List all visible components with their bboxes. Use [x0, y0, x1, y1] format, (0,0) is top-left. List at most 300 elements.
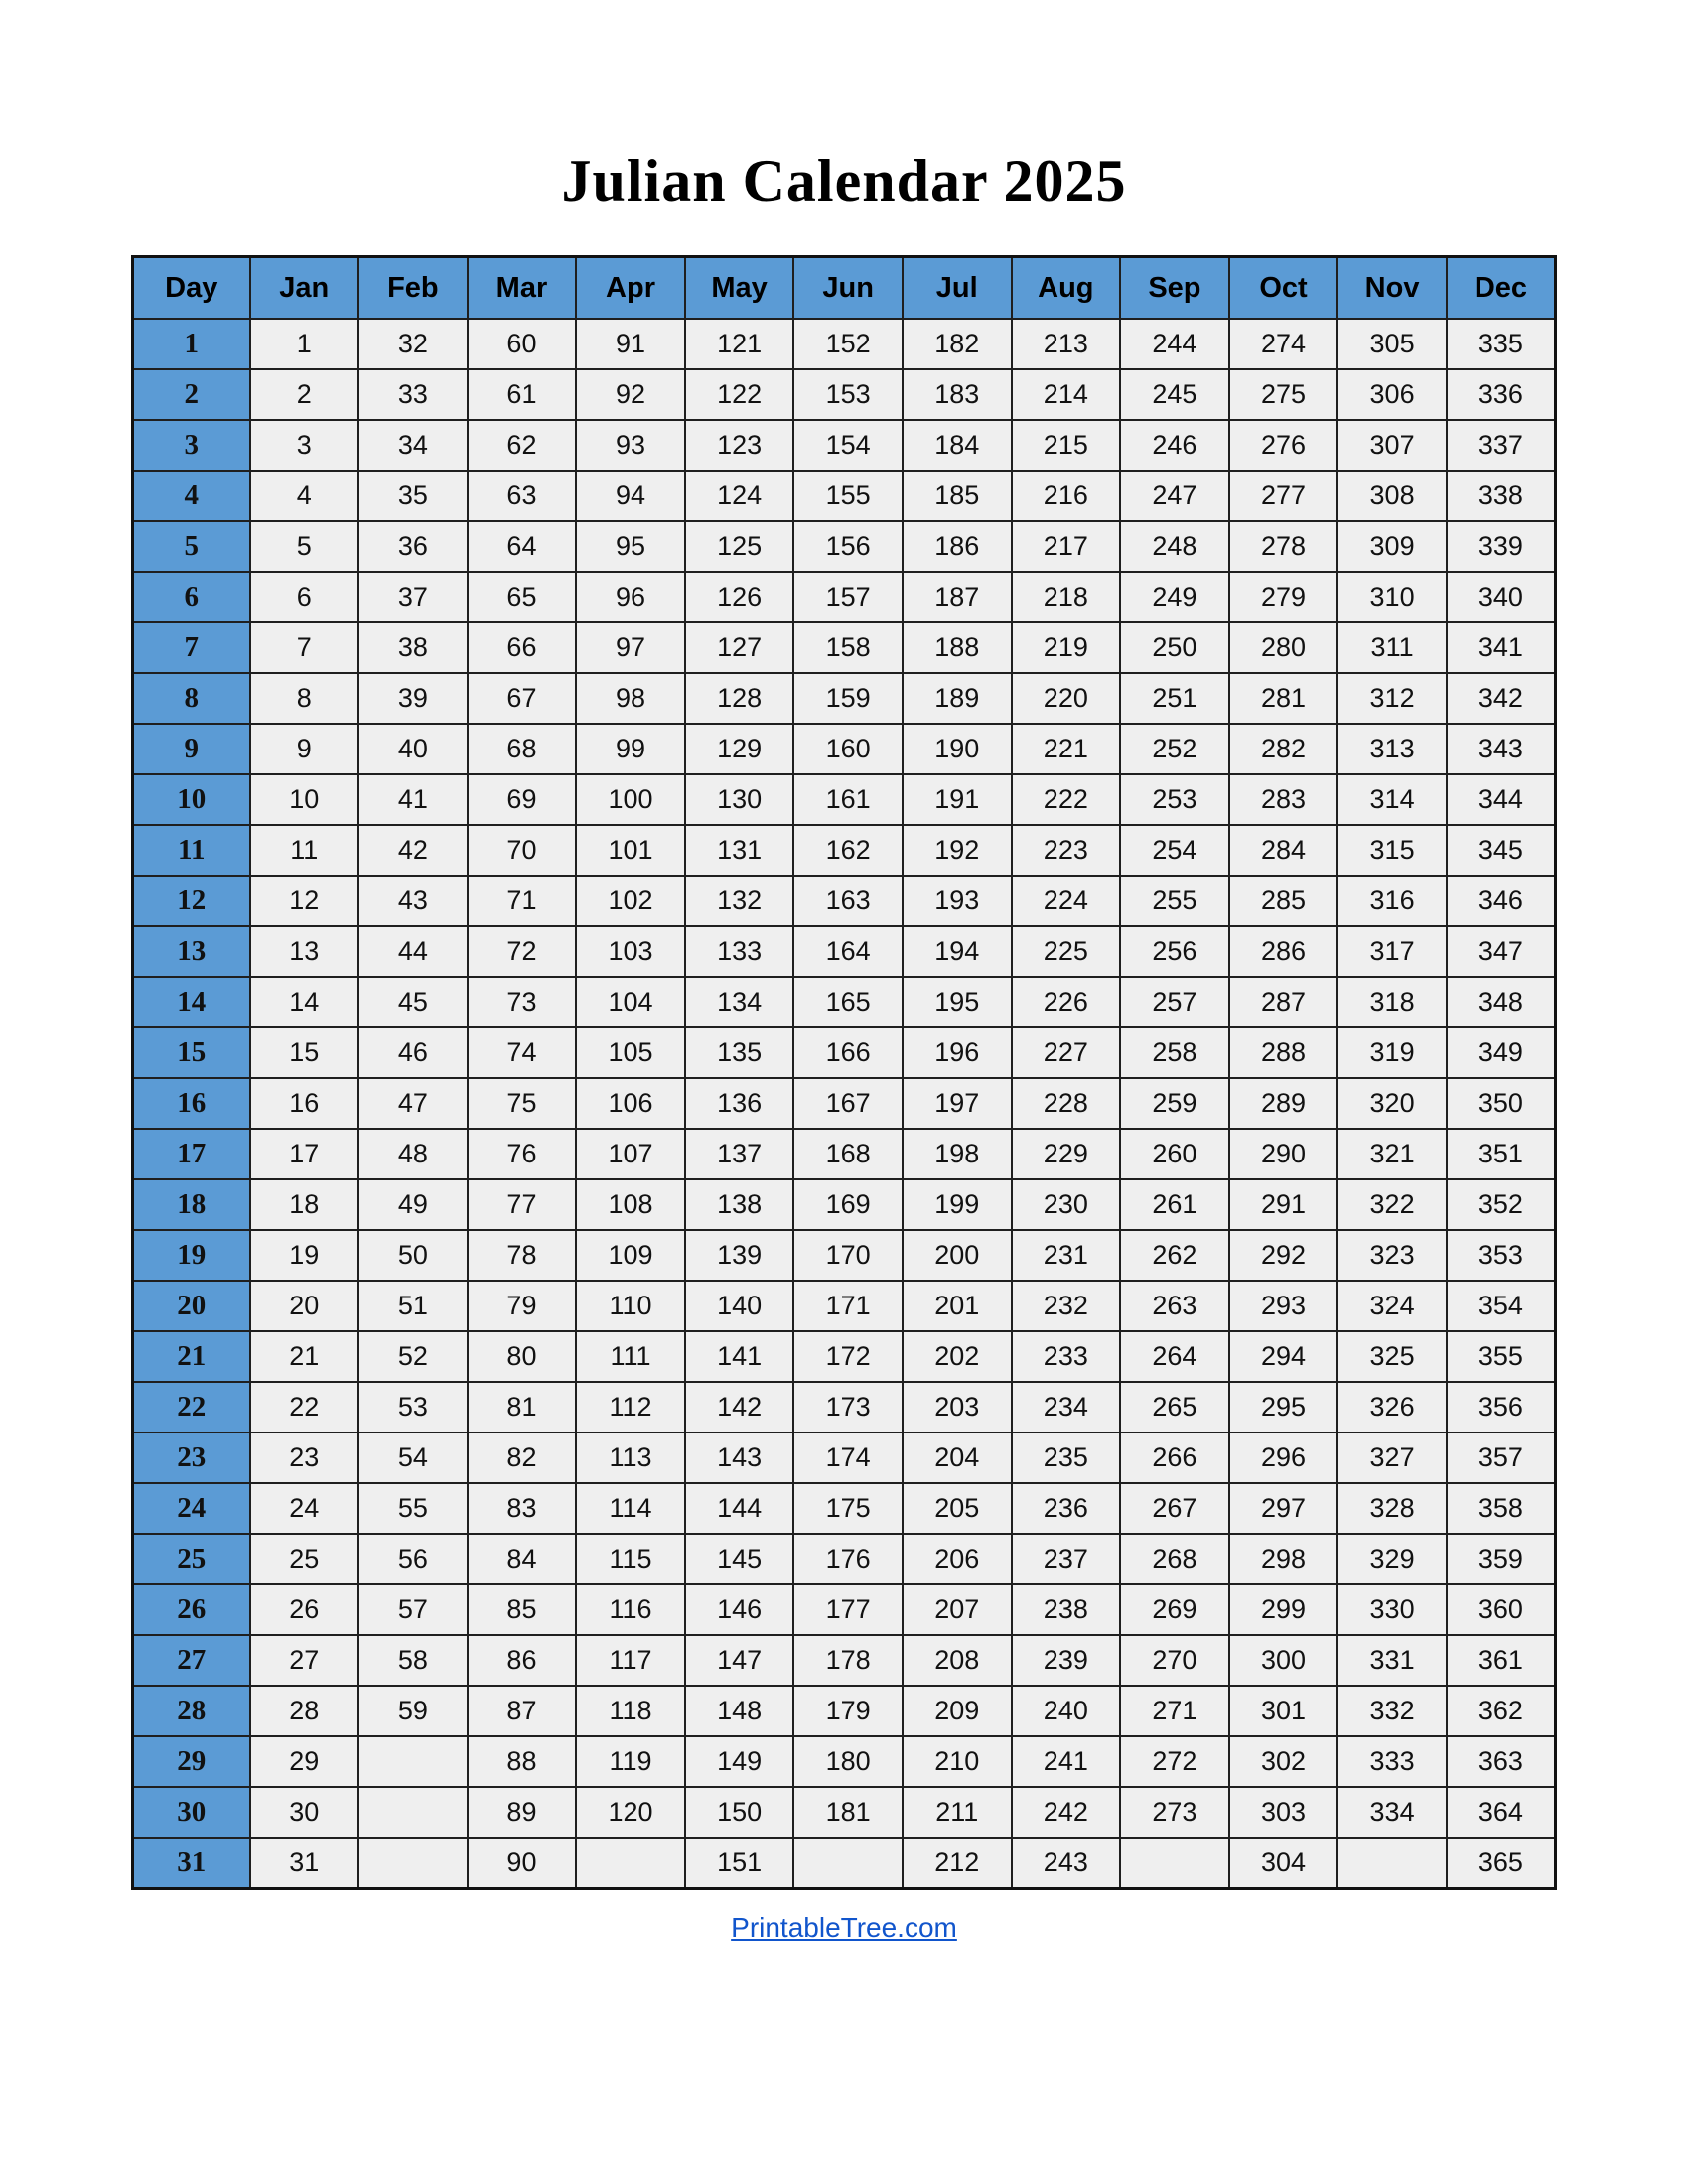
julian-value-cell: 116	[576, 1584, 685, 1635]
table-row	[133, 876, 1556, 926]
julian-value-cell: 128	[685, 673, 794, 724]
day-number-cell: 16	[133, 1078, 250, 1129]
julian-value-cell: 286	[1229, 926, 1338, 977]
julian-value-cell: 185	[903, 471, 1012, 521]
julian-value-cell: 243	[1012, 1838, 1121, 1888]
julian-value-cell: 38	[358, 622, 468, 673]
julian-value-cell: 160	[793, 724, 903, 774]
table-row	[133, 1534, 1556, 1584]
day-number-cell: 11	[133, 825, 250, 876]
julian-value-cell: 361	[1447, 1635, 1556, 1686]
julian-value-cell: 199	[903, 1179, 1012, 1230]
day-number-cell: 28	[133, 1686, 250, 1736]
julian-value-cell: 283	[1229, 774, 1338, 825]
julian-value-cell: 249	[1120, 572, 1229, 622]
julian-value-cell: 253	[1120, 774, 1229, 825]
footer	[0, 1912, 1688, 1944]
julian-value-cell	[358, 1736, 468, 1787]
julian-value-cell: 39	[358, 673, 468, 724]
julian-value-cell	[1120, 1838, 1229, 1888]
julian-value-cell: 91	[576, 319, 685, 369]
julian-value-cell: 44	[358, 926, 468, 977]
julian-value-cell: 303	[1229, 1787, 1338, 1838]
julian-value-cell: 96	[576, 572, 685, 622]
julian-value-cell: 215	[1012, 420, 1121, 471]
julian-value-cell: 181	[793, 1787, 903, 1838]
julian-value-cell: 48	[358, 1129, 468, 1179]
julian-value-cell: 205	[903, 1483, 1012, 1534]
julian-value-cell: 219	[1012, 622, 1121, 673]
julian-value-cell: 317	[1337, 926, 1447, 977]
julian-value-cell: 355	[1447, 1331, 1556, 1382]
header-mar: Mar	[468, 257, 577, 320]
day-number-cell: 1	[133, 319, 250, 369]
header-nov: Nov	[1337, 257, 1447, 320]
julian-value-cell: 70	[468, 825, 577, 876]
julian-value-cell	[358, 1787, 468, 1838]
julian-value-cell: 328	[1337, 1483, 1447, 1534]
julian-value-cell: 197	[903, 1078, 1012, 1129]
julian-value-cell: 186	[903, 521, 1012, 572]
julian-value-cell: 201	[903, 1281, 1012, 1331]
julian-value-cell: 299	[1229, 1584, 1338, 1635]
julian-value-cell: 256	[1120, 926, 1229, 977]
day-number-cell: 15	[133, 1027, 250, 1078]
julian-value-cell: 169	[793, 1179, 903, 1230]
julian-value-cell: 141	[685, 1331, 794, 1382]
julian-value-cell: 22	[250, 1382, 359, 1433]
day-number-cell: 3	[133, 420, 250, 471]
julian-value-cell: 297	[1229, 1483, 1338, 1534]
julian-value-cell: 231	[1012, 1230, 1121, 1281]
julian-value-cell: 230	[1012, 1179, 1121, 1230]
header-jul: Jul	[903, 257, 1012, 320]
julian-value-cell: 115	[576, 1534, 685, 1584]
julian-value-cell: 7	[250, 622, 359, 673]
julian-value-cell: 267	[1120, 1483, 1229, 1534]
julian-value-cell: 56	[358, 1534, 468, 1584]
julian-value-cell: 15	[250, 1027, 359, 1078]
julian-value-cell: 142	[685, 1382, 794, 1433]
day-number-cell: 14	[133, 977, 250, 1027]
julian-value-cell: 161	[793, 774, 903, 825]
julian-value-cell: 134	[685, 977, 794, 1027]
julian-value-cell: 236	[1012, 1483, 1121, 1534]
julian-value-cell: 17	[250, 1129, 359, 1179]
julian-value-cell: 92	[576, 369, 685, 420]
julian-value-cell: 10	[250, 774, 359, 825]
julian-value-cell: 94	[576, 471, 685, 521]
julian-value-cell: 114	[576, 1483, 685, 1534]
julian-value-cell: 138	[685, 1179, 794, 1230]
julian-value-cell: 69	[468, 774, 577, 825]
julian-value-cell: 157	[793, 572, 903, 622]
table-row	[133, 724, 1556, 774]
julian-value-cell: 324	[1337, 1281, 1447, 1331]
table-row	[133, 1433, 1556, 1483]
day-number-cell: 19	[133, 1230, 250, 1281]
julian-value-cell: 336	[1447, 369, 1556, 420]
julian-value-cell: 125	[685, 521, 794, 572]
julian-value-cell: 208	[903, 1635, 1012, 1686]
julian-value-cell: 107	[576, 1129, 685, 1179]
day-number-cell: 9	[133, 724, 250, 774]
julian-value-cell: 229	[1012, 1129, 1121, 1179]
julian-value-cell: 235	[1012, 1433, 1121, 1483]
julian-value-cell: 98	[576, 673, 685, 724]
julian-value-cell: 162	[793, 825, 903, 876]
julian-value-cell: 221	[1012, 724, 1121, 774]
julian-value-cell: 342	[1447, 673, 1556, 724]
julian-value-cell: 202	[903, 1331, 1012, 1382]
julian-value-cell: 304	[1229, 1838, 1338, 1888]
julian-value-cell: 190	[903, 724, 1012, 774]
julian-value-cell: 124	[685, 471, 794, 521]
julian-value-cell: 302	[1229, 1736, 1338, 1787]
julian-value-cell: 104	[576, 977, 685, 1027]
julian-value-cell: 265	[1120, 1382, 1229, 1433]
table-row	[133, 369, 1556, 420]
julian-value-cell: 289	[1229, 1078, 1338, 1129]
julian-value-cell: 172	[793, 1331, 903, 1382]
julian-value-cell: 25	[250, 1534, 359, 1584]
day-number-cell: 25	[133, 1534, 250, 1584]
day-number-cell: 29	[133, 1736, 250, 1787]
julian-value-cell: 300	[1229, 1635, 1338, 1686]
julian-value-cell: 266	[1120, 1433, 1229, 1483]
julian-value-cell: 82	[468, 1433, 577, 1483]
julian-value-cell: 100	[576, 774, 685, 825]
julian-value-cell: 353	[1447, 1230, 1556, 1281]
julian-value-cell	[1337, 1838, 1447, 1888]
day-number-cell: 21	[133, 1331, 250, 1382]
julian-value-cell: 288	[1229, 1027, 1338, 1078]
table-row	[133, 977, 1556, 1027]
header-may: May	[685, 257, 794, 320]
julian-value-cell: 357	[1447, 1433, 1556, 1483]
julian-value-cell: 102	[576, 876, 685, 926]
julian-value-cell: 311	[1337, 622, 1447, 673]
julian-value-cell: 268	[1120, 1534, 1229, 1584]
julian-value-cell: 83	[468, 1483, 577, 1534]
julian-value-cell: 284	[1229, 825, 1338, 876]
julian-value-cell: 280	[1229, 622, 1338, 673]
julian-value-cell: 121	[685, 319, 794, 369]
julian-value-cell: 105	[576, 1027, 685, 1078]
julian-value-cell: 323	[1337, 1230, 1447, 1281]
julian-value-cell: 194	[903, 926, 1012, 977]
julian-value-cell: 154	[793, 420, 903, 471]
julian-value-cell: 50	[358, 1230, 468, 1281]
julian-value-cell: 55	[358, 1483, 468, 1534]
julian-value-cell: 183	[903, 369, 1012, 420]
julian-value-cell: 292	[1229, 1230, 1338, 1281]
julian-value-cell: 187	[903, 572, 1012, 622]
day-number-cell: 27	[133, 1635, 250, 1686]
julian-value-cell: 247	[1120, 471, 1229, 521]
julian-value-cell: 179	[793, 1686, 903, 1736]
page-title: Julian Calendar 2025	[561, 148, 1127, 213]
julian-value-cell: 295	[1229, 1382, 1338, 1433]
day-number-cell: 18	[133, 1179, 250, 1230]
julian-value-cell: 165	[793, 977, 903, 1027]
julian-value-cell: 11	[250, 825, 359, 876]
table-row	[133, 572, 1556, 622]
day-number-cell: 7	[133, 622, 250, 673]
julian-value-cell: 40	[358, 724, 468, 774]
julian-value-cell	[793, 1838, 903, 1888]
day-number-cell: 24	[133, 1483, 250, 1534]
julian-value-cell: 149	[685, 1736, 794, 1787]
julian-value-cell: 89	[468, 1787, 577, 1838]
julian-value-cell: 65	[468, 572, 577, 622]
julian-value-cell: 298	[1229, 1534, 1338, 1584]
julian-value-cell: 277	[1229, 471, 1338, 521]
julian-value-cell: 133	[685, 926, 794, 977]
julian-value-cell: 285	[1229, 876, 1338, 926]
julian-value-cell: 84	[468, 1534, 577, 1584]
julian-value-cell: 271	[1120, 1686, 1229, 1736]
julian-value-cell: 21	[250, 1331, 359, 1382]
julian-value-cell: 68	[468, 724, 577, 774]
header-row	[133, 257, 1556, 320]
table-row	[133, 825, 1556, 876]
julian-value-cell: 216	[1012, 471, 1121, 521]
table-row	[133, 1129, 1556, 1179]
julian-value-cell: 227	[1012, 1027, 1121, 1078]
julian-value-cell: 338	[1447, 471, 1556, 521]
julian-value-cell: 155	[793, 471, 903, 521]
julian-value-cell: 308	[1337, 471, 1447, 521]
julian-value-cell: 175	[793, 1483, 903, 1534]
day-number-cell: 6	[133, 572, 250, 622]
julian-value-cell: 42	[358, 825, 468, 876]
julian-value-cell: 23	[250, 1433, 359, 1483]
julian-value-cell: 263	[1120, 1281, 1229, 1331]
julian-value-cell: 262	[1120, 1230, 1229, 1281]
julian-value-cell: 344	[1447, 774, 1556, 825]
julian-value-cell: 12	[250, 876, 359, 926]
julian-value-cell: 32	[358, 319, 468, 369]
julian-value-cell: 182	[903, 319, 1012, 369]
julian-value-cell: 140	[685, 1281, 794, 1331]
julian-value-cell: 170	[793, 1230, 903, 1281]
julian-value-cell: 163	[793, 876, 903, 926]
julian-value-cell: 198	[903, 1129, 1012, 1179]
header-aug: Aug	[1012, 257, 1121, 320]
julian-value-cell: 79	[468, 1281, 577, 1331]
julian-value-cell: 307	[1337, 420, 1447, 471]
julian-day-table	[131, 255, 1557, 1890]
julian-value-cell: 358	[1447, 1483, 1556, 1534]
julian-value-cell: 309	[1337, 521, 1447, 572]
julian-value-cell: 349	[1447, 1027, 1556, 1078]
table-body	[133, 319, 1556, 1888]
julian-value-cell: 135	[685, 1027, 794, 1078]
table-row	[133, 420, 1556, 471]
table-row	[133, 1787, 1556, 1838]
julian-value-cell: 63	[468, 471, 577, 521]
julian-value-cell: 246	[1120, 420, 1229, 471]
julian-value-cell: 74	[468, 1027, 577, 1078]
julian-value-cell: 238	[1012, 1584, 1121, 1635]
julian-value-cell: 331	[1337, 1635, 1447, 1686]
julian-value-cell: 213	[1012, 319, 1121, 369]
julian-value-cell: 177	[793, 1584, 903, 1635]
julian-value-cell: 147	[685, 1635, 794, 1686]
julian-value-cell: 345	[1447, 825, 1556, 876]
julian-value-cell: 16	[250, 1078, 359, 1129]
julian-value-cell: 14	[250, 977, 359, 1027]
julian-value-cell: 156	[793, 521, 903, 572]
julian-value-cell: 341	[1447, 622, 1556, 673]
julian-value-cell: 24	[250, 1483, 359, 1534]
julian-value-cell	[576, 1838, 685, 1888]
julian-value-cell: 339	[1447, 521, 1556, 572]
table-row	[133, 1078, 1556, 1129]
julian-value-cell: 223	[1012, 825, 1121, 876]
julian-value-cell: 37	[358, 572, 468, 622]
julian-value-cell: 113	[576, 1433, 685, 1483]
julian-value-cell: 332	[1337, 1686, 1447, 1736]
table-row	[133, 1635, 1556, 1686]
julian-value-cell: 239	[1012, 1635, 1121, 1686]
julian-value-cell: 334	[1337, 1787, 1447, 1838]
printabletree-link[interactable]: PrintableTree.com	[731, 1911, 957, 1943]
julian-value-cell: 166	[793, 1027, 903, 1078]
julian-value-cell: 20	[250, 1281, 359, 1331]
julian-value-cell: 51	[358, 1281, 468, 1331]
julian-value-cell: 294	[1229, 1331, 1338, 1382]
julian-value-cell: 293	[1229, 1281, 1338, 1331]
julian-value-cell: 322	[1337, 1179, 1447, 1230]
julian-value-cell: 305	[1337, 319, 1447, 369]
julian-value-cell: 291	[1229, 1179, 1338, 1230]
julian-value-cell: 270	[1120, 1635, 1229, 1686]
julian-value-cell: 126	[685, 572, 794, 622]
julian-value-cell: 103	[576, 926, 685, 977]
julian-value-cell: 137	[685, 1129, 794, 1179]
julian-value-cell: 58	[358, 1635, 468, 1686]
julian-value-cell: 66	[468, 622, 577, 673]
julian-value-cell: 352	[1447, 1179, 1556, 1230]
julian-value-cell: 207	[903, 1584, 1012, 1635]
julian-value-cell: 259	[1120, 1078, 1229, 1129]
julian-value-cell: 206	[903, 1534, 1012, 1584]
day-number-cell: 4	[133, 471, 250, 521]
header-oct: Oct	[1229, 257, 1338, 320]
julian-value-cell: 290	[1229, 1129, 1338, 1179]
julian-value-cell: 319	[1337, 1027, 1447, 1078]
julian-value-cell: 228	[1012, 1078, 1121, 1129]
julian-value-cell: 80	[468, 1331, 577, 1382]
day-number-cell: 2	[133, 369, 250, 420]
julian-value-cell: 158	[793, 622, 903, 673]
julian-value-cell: 153	[793, 369, 903, 420]
julian-value-cell: 258	[1120, 1027, 1229, 1078]
julian-value-cell: 151	[685, 1838, 794, 1888]
julian-value-cell: 276	[1229, 420, 1338, 471]
julian-value-cell: 348	[1447, 977, 1556, 1027]
julian-value-cell: 350	[1447, 1078, 1556, 1129]
julian-value-cell: 171	[793, 1281, 903, 1331]
julian-value-cell: 59	[358, 1686, 468, 1736]
julian-value-cell: 77	[468, 1179, 577, 1230]
julian-value-cell: 118	[576, 1686, 685, 1736]
julian-value-cell: 196	[903, 1027, 1012, 1078]
julian-value-cell: 85	[468, 1584, 577, 1635]
julian-value-cell: 320	[1337, 1078, 1447, 1129]
julian-value-cell: 193	[903, 876, 1012, 926]
julian-value-cell: 88	[468, 1736, 577, 1787]
julian-value-cell: 164	[793, 926, 903, 977]
julian-value-cell: 123	[685, 420, 794, 471]
julian-value-cell: 275	[1229, 369, 1338, 420]
julian-value-cell: 86	[468, 1635, 577, 1686]
header-apr: Apr	[576, 257, 685, 320]
julian-value-cell: 245	[1120, 369, 1229, 420]
julian-value-cell: 53	[358, 1382, 468, 1433]
julian-value-cell: 108	[576, 1179, 685, 1230]
julian-value-cell: 57	[358, 1584, 468, 1635]
julian-value-cell: 81	[468, 1382, 577, 1433]
julian-value-cell: 217	[1012, 521, 1121, 572]
julian-value-cell: 346	[1447, 876, 1556, 926]
julian-value-cell: 189	[903, 673, 1012, 724]
julian-value-cell: 60	[468, 319, 577, 369]
julian-value-cell: 29	[250, 1736, 359, 1787]
julian-value-cell: 251	[1120, 673, 1229, 724]
julian-value-cell: 316	[1337, 876, 1447, 926]
julian-value-cell: 282	[1229, 724, 1338, 774]
julian-value-cell: 204	[903, 1433, 1012, 1483]
julian-value-cell: 120	[576, 1787, 685, 1838]
table-row	[133, 1027, 1556, 1078]
julian-value-cell: 188	[903, 622, 1012, 673]
julian-value-cell: 365	[1447, 1838, 1556, 1888]
julian-value-cell: 222	[1012, 774, 1121, 825]
julian-value-cell: 146	[685, 1584, 794, 1635]
julian-value-cell: 279	[1229, 572, 1338, 622]
julian-value-cell: 31	[250, 1838, 359, 1888]
julian-value-cell: 254	[1120, 825, 1229, 876]
table-row	[133, 1736, 1556, 1787]
table-row	[133, 1382, 1556, 1433]
julian-value-cell: 274	[1229, 319, 1338, 369]
julian-value-cell: 269	[1120, 1584, 1229, 1635]
julian-value-cell: 27	[250, 1635, 359, 1686]
julian-value-cell: 167	[793, 1078, 903, 1129]
julian-value-cell: 210	[903, 1736, 1012, 1787]
julian-value-cell: 337	[1447, 420, 1556, 471]
julian-value-cell: 174	[793, 1433, 903, 1483]
julian-value-cell: 75	[468, 1078, 577, 1129]
julian-value-cell: 318	[1337, 977, 1447, 1027]
julian-value-cell: 54	[358, 1433, 468, 1483]
julian-value-cell: 97	[576, 622, 685, 673]
julian-value-cell: 362	[1447, 1686, 1556, 1736]
julian-value-cell: 19	[250, 1230, 359, 1281]
julian-value-cell: 333	[1337, 1736, 1447, 1787]
day-number-cell: 13	[133, 926, 250, 977]
julian-value-cell: 122	[685, 369, 794, 420]
julian-value-cell: 325	[1337, 1331, 1447, 1382]
julian-value-cell: 49	[358, 1179, 468, 1230]
julian-value-cell: 9	[250, 724, 359, 774]
header-dec: Dec	[1447, 257, 1556, 320]
day-number-cell: 30	[133, 1787, 250, 1838]
julian-value-cell: 237	[1012, 1534, 1121, 1584]
